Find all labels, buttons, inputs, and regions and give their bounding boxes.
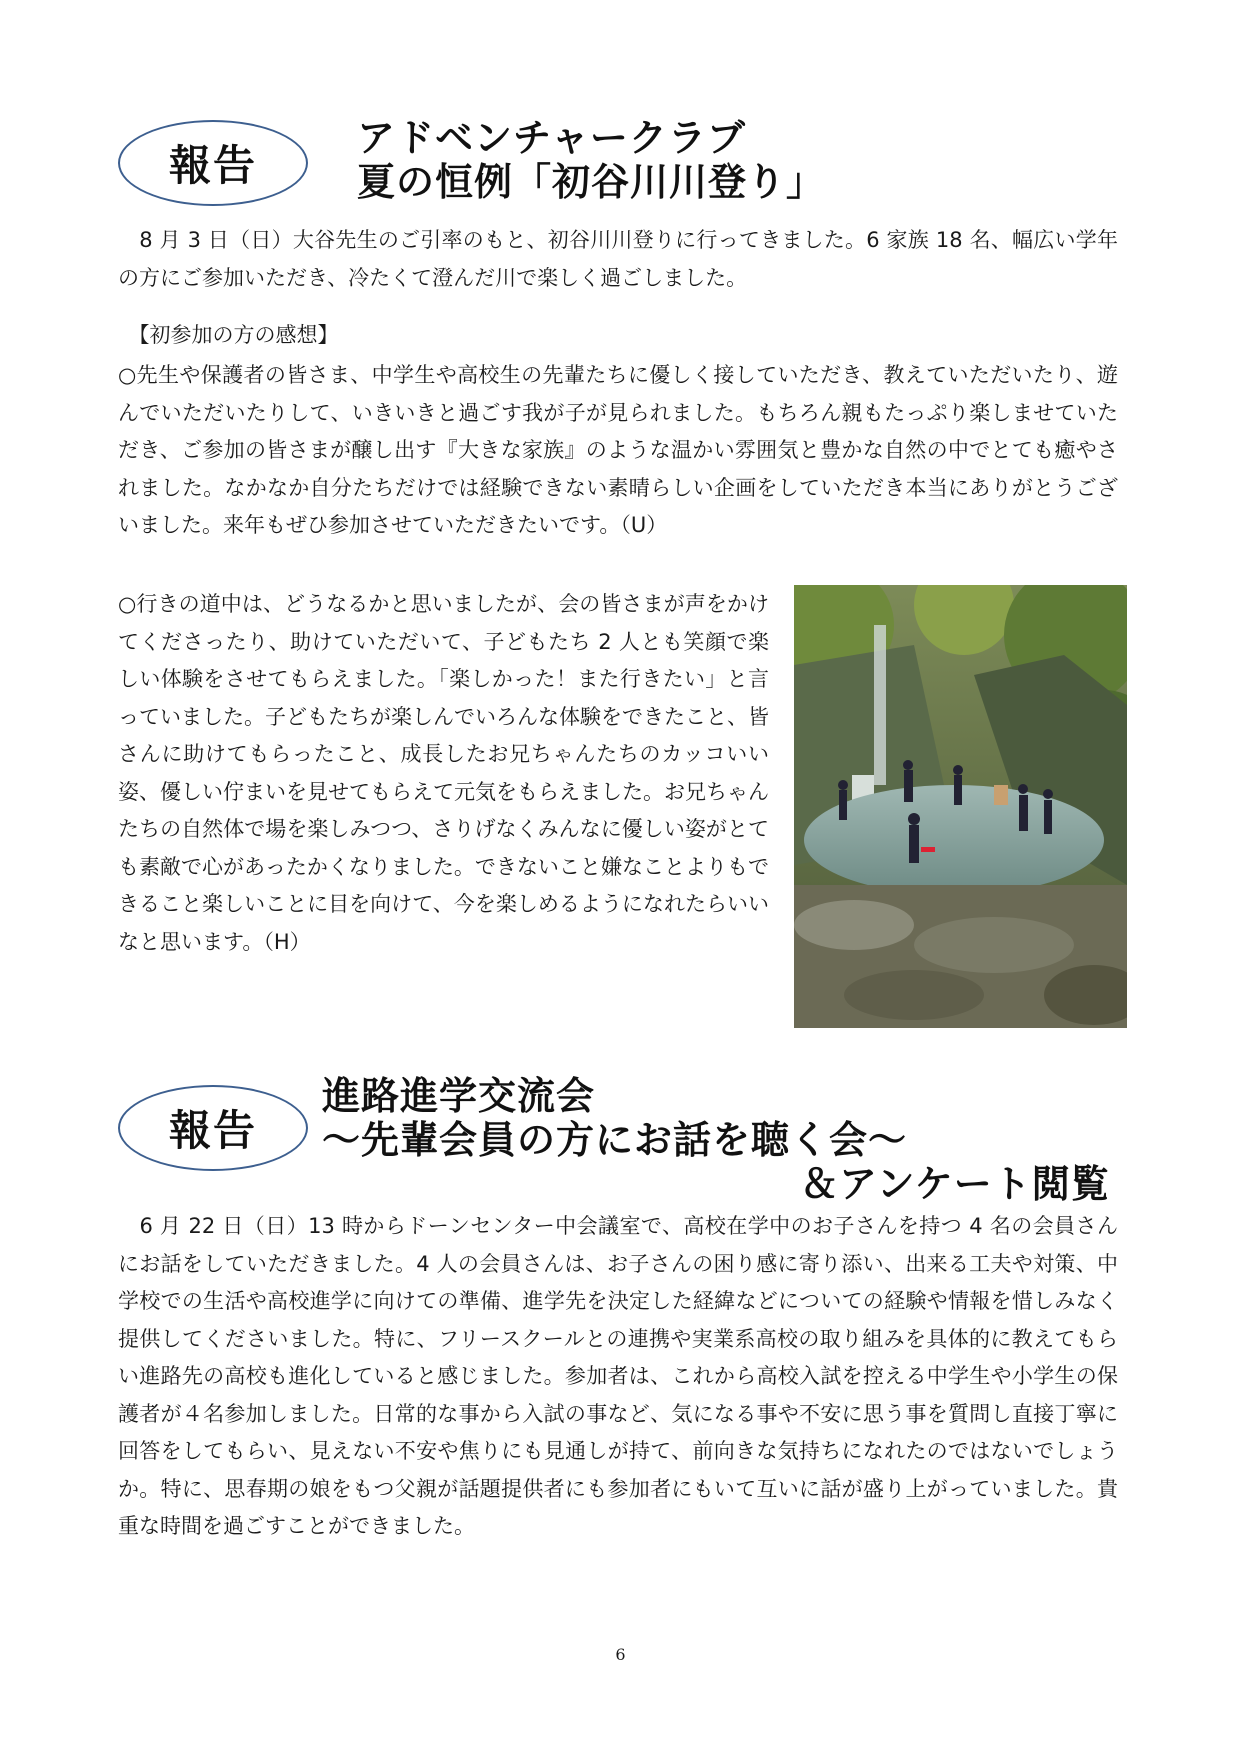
- report-badge-label: 報告: [168, 141, 257, 190]
- section1-comment1: ○先生や保護者の皆さま、中学生や高校生の先輩たちに優しく接していただき、教えていただいたり、遊んでいただいたりして、いきいきと過ごす我が子が見られました。もちろん親もたっぷり楽しませていただき、ご参加の皆さまが醸し出す『大きな家族』のような温かい雰囲気と豊かな自然の中でとても癒やされました。なかなか自分たちだけでは経験できない素晴らしい企画をしていただき本当にありがとうございました。来年もぜひ参加させていただきたいです。（U）: [118, 363, 1118, 537]
- section2-title-line1: 進路進学交流会: [322, 1074, 596, 1118]
- river-photo-image: [794, 585, 1127, 1028]
- section1-subheading: 【初参加の方の感想】: [118, 323, 339, 347]
- section1-comment2: ○行きの道中は、どうなるかと思いましたが、会の皆さまが声をかけてくださったり、助けていただいて、子どもたち 2 人とも笑顔で楽しい体験をさせてもらえました。「楽しかった！また行きたい」と言っていました。子どもたちが楽しんでいろんな体験をできたこと、皆さんに助けてもらったこと、成長したお兄ちゃんたちのカッコいい姿、優しい佇まいを見せてもらえて元気をもらえました。お兄ちゃんたちの自然体で場を楽しみつつ、さりげなくみんなに優しい姿がとても素敵で心があったかくなりました。できないこと嫌なことよりもできること楽しいことに目を向けて、今を楽しめるようになれたらいいなと思います。（H）: [118, 592, 769, 954]
- section2-body: 6 月 22 日（日）13 時からドーンセンター中会議室で、高校在学中のお子さんを持つ 4 名の会員さんにお話をしていただきました。4 人の会員さんは、お子さんの困り感に寄り添い、出来る工夫や対策、中学校での生活や高校進学に向けての準備、進学先を決定した経緯などについての経験や情報を惜しみなく提供してくださいました。特に、フリースクールとの連携や実業系高校の取り組みを具体的に教えてもらい進路先の高校も進化していると感じました。参加者は、これから高校入試を控える中学生や小学生の保護者が４名参加しました。日常的な事から入試の事など、気になる事や不安に思う事を質問し直接丁寧に回答をしてもらい、見えない不安や焦りにも見通しが持て、前向きな気持ちになれたのではないでしょうか。特に、思春期の娘をもつ父親が話題提供者にも参加者にもいて互いに話が盛り上がっていました。貴重な時間を過ごすことができました。: [118, 1214, 1118, 1538]
- section1-title-line1: アドベンチャークラブ: [357, 116, 746, 160]
- section2-title-line3: ＆アンケート閲覧: [800, 1162, 1110, 1206]
- report-badge-2: [118, 1085, 308, 1171]
- section1-intro: 8 月 3 日（日）大谷先生のご引率のもと、初谷川川登りに行ってきました。6 家族 18 名、幅広い学年の方にご参加いただき、冷たくて澄んだ川で楽しく過ごしました。: [118, 228, 1118, 290]
- section2-title-line2: ～先輩会員の方にお話を聴く会～: [322, 1118, 908, 1162]
- section1-title-line2: 夏の恒例「初谷川川登り」: [357, 160, 826, 204]
- report-badge-label: 報告: [168, 1106, 257, 1155]
- report-badge-1: [118, 120, 308, 206]
- river-photo: [794, 585, 1127, 1028]
- page-number: 6: [615, 1645, 626, 1664]
